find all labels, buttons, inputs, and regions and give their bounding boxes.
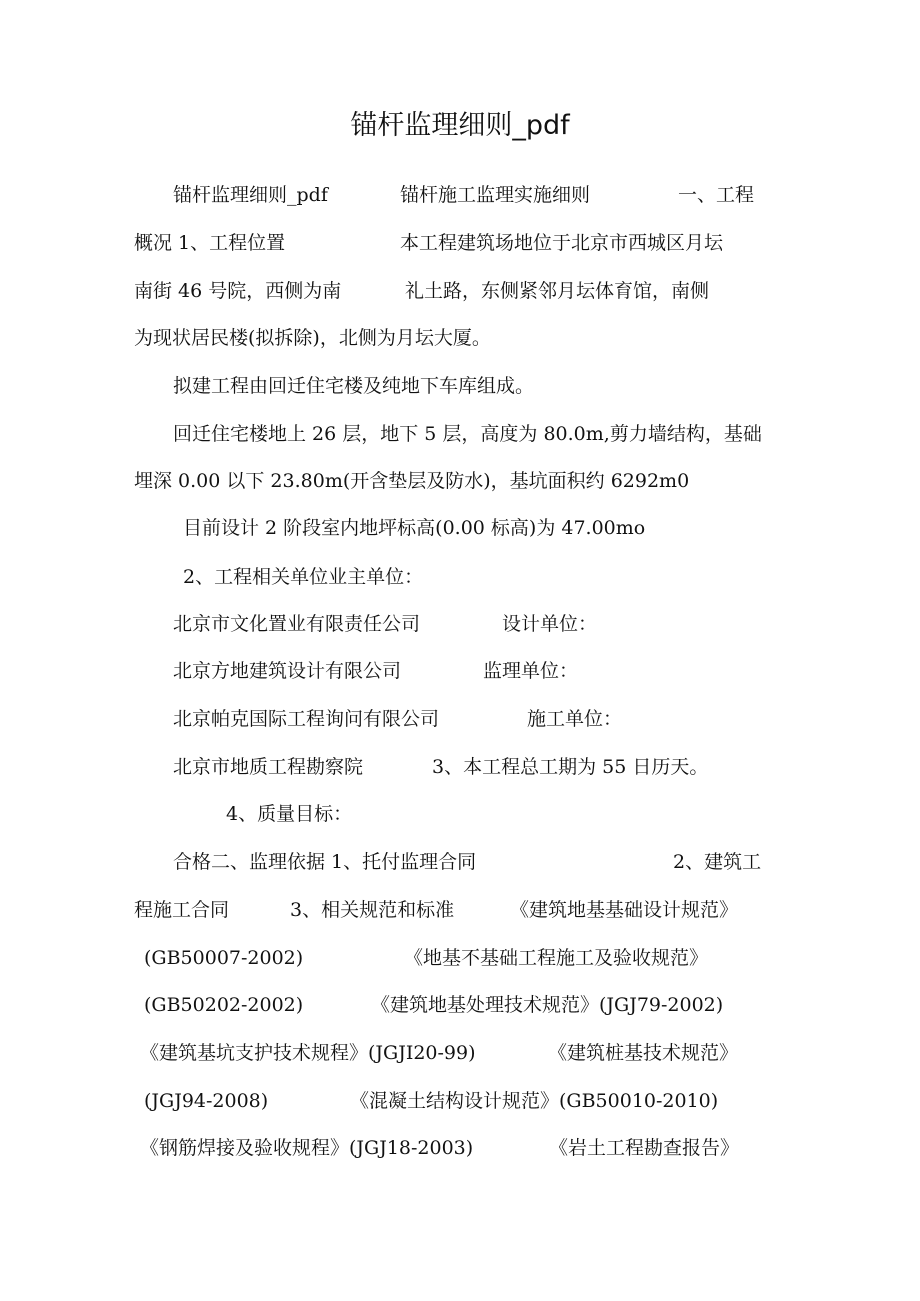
paragraph-text: (JGJ94-2008) <box>144 1090 269 1112</box>
paragraph-text: 《建筑地基基础设计规范》 <box>510 899 739 921</box>
paragraph-text: 2、建筑工 <box>673 851 762 873</box>
paragraph-text: 北京市文化置业有限责任公司 <box>173 613 421 635</box>
paragraph-text: 设计单位： <box>502 613 598 635</box>
paragraph-text: 拟建工程由回迁住宅楼及纯地下车库组成。 <box>173 375 535 397</box>
document-title: 锚杆监理细则_pdf <box>350 110 570 141</box>
paragraph-text: 《岩土工程勘查报告》 <box>549 1137 740 1159</box>
paragraph-text: 概况 1、工程位置 <box>134 232 286 254</box>
paragraph-text: 《建筑地基处理技术规范》(JGJ79-2002) <box>371 994 724 1016</box>
paragraph-text: 4、质量目标： <box>226 803 353 825</box>
paragraph-text: 2、工程相关单位业主单位： <box>183 566 424 588</box>
paragraph-text: 回迁住宅楼地上 26 层，地下 5 层，高度为 80.0m,剪力墙结构，基础 <box>173 423 762 445</box>
paragraph-text: 合格二、监理依据 1、托付监理合同 <box>173 851 477 873</box>
paragraph-text: (GB50007-2002) <box>144 947 304 969</box>
paragraph-text: 本工程建筑场地位于北京市西城区月坛 <box>400 232 724 254</box>
paragraph-text: 目前设计 2 阶段室内地坪标高(0.00 标高)为 47.00mo <box>183 517 646 539</box>
paragraph-text: 为现状居民楼(拟拆除)，北侧为月坛大厦。 <box>134 327 491 349</box>
paragraph-text: 礼土路，东侧紧邻月坛体育馆，南侧 <box>405 280 710 302</box>
paragraph-text: 北京方地建筑设计有限公司 <box>173 660 402 682</box>
paragraph-text: 北京市地质工程勘察院 <box>173 756 364 778</box>
paragraph-text: 《混凝土结构设计规范》(GB50010-2010) <box>350 1090 719 1112</box>
paragraph-text: 《钢筋焊接及验收规程》(JGJ18-2003) <box>140 1137 474 1159</box>
paragraph-text: 锚杆施工监理实施细则 <box>400 184 591 206</box>
paragraph-text: (GB50202-2002) <box>144 994 304 1016</box>
paragraph-text: 南街 46 号院，西侧为南 <box>134 280 342 302</box>
paragraph-text: 施工单位： <box>527 708 623 730</box>
paragraph-text: 北京帕克国际工程询问有限公司 <box>173 708 440 730</box>
paragraph-text: 《建筑基坑支护技术规程》(JGJI20-99) <box>140 1042 476 1064</box>
paragraph-text: 埋深 0.00 以下 23.80m(开含垫层及防水)，基坑面积约 6292m0 <box>134 470 690 492</box>
paragraph-text: 《建筑桩基技术规范》 <box>548 1042 739 1064</box>
paragraph-text: 3、本工程总工期为 55 日历天。 <box>432 756 709 778</box>
paragraph-text: 程施工合同 <box>134 899 230 921</box>
paragraph-text: 《地基不基础工程施工及验收规范》 <box>404 947 709 969</box>
paragraph-text: 锚杆监理细则_pdf <box>173 184 328 206</box>
paragraph-text: 3、相关规范和标准 <box>290 899 455 921</box>
paragraph-text: 监理单位： <box>483 660 579 682</box>
paragraph-text: 一、工程 <box>678 184 755 206</box>
